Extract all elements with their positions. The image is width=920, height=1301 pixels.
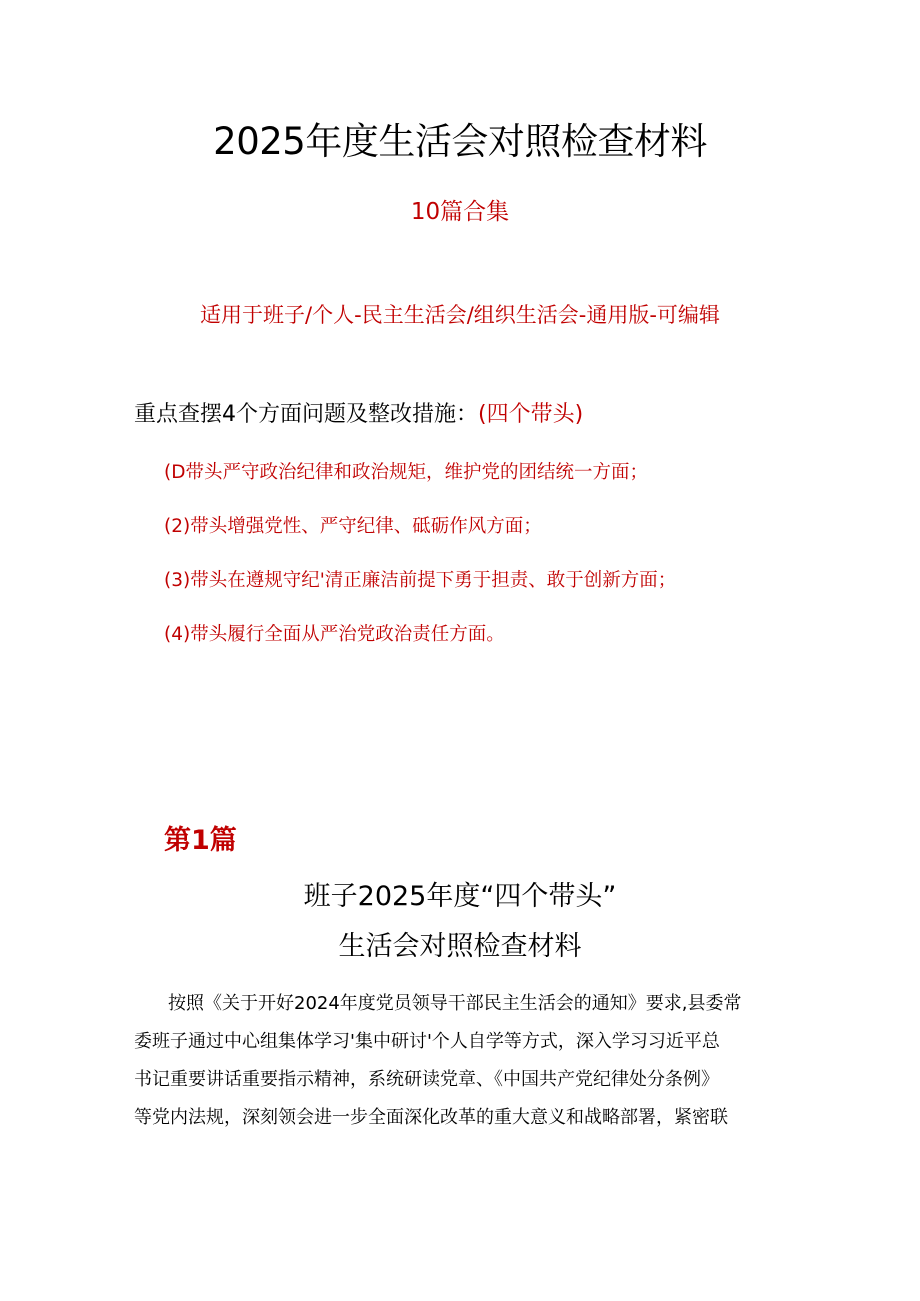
scope-note: 适用于班子/个人-民主生活会/组织生活会-通用版-可编辑	[200, 303, 720, 327]
body-line: 委班子通过中心组集体学习'集中研讨'个人自学等方式，深入学习习近平总	[134, 1031, 720, 1052]
focus-label: 重点查摆4个方面问题及整改措施：	[134, 402, 478, 427]
body-paragraph	[134, 985, 794, 1137]
focus-item: (D带头严守政治纪律和政治规矩，维护党的团结统一方面；	[164, 462, 648, 483]
focus-item: (2)带头增强党性、严守纪律、砥砺作风方面；	[164, 516, 542, 537]
focus-item: (4)带头履行全面从严治党政治责任方面。	[164, 624, 505, 645]
article-title-line1: 班子2025年度“四个带头”	[303, 881, 617, 912]
focus-item: (3)带头在遵规守纪'清正廉洁前提下勇于担责、敢于创新方面；	[164, 570, 677, 591]
chapter-label: 第1篇	[164, 825, 237, 856]
article-title-line2: 生活会对照检查材料	[338, 931, 582, 962]
body-line: 等党内法规，深刻领会进一步全面深化改革的重大意义和战略部署，紧密联	[134, 1107, 728, 1128]
body-line: 按照《关于开好2024年度党员领导干部民主生活会的通知》要求,县委常	[168, 993, 742, 1014]
focus-tag: (四个带头)	[478, 402, 584, 427]
focus-heading	[134, 399, 583, 431]
collection-subtitle: 10篇合集	[410, 199, 510, 225]
body-line: 书记重要讲话重要指示精神，系统研读党章、《中国共产党纪律处分条例》	[134, 1069, 719, 1090]
document-title: 2025年度生活会对照检查材料	[213, 120, 707, 163]
focus-item-list	[164, 459, 676, 675]
